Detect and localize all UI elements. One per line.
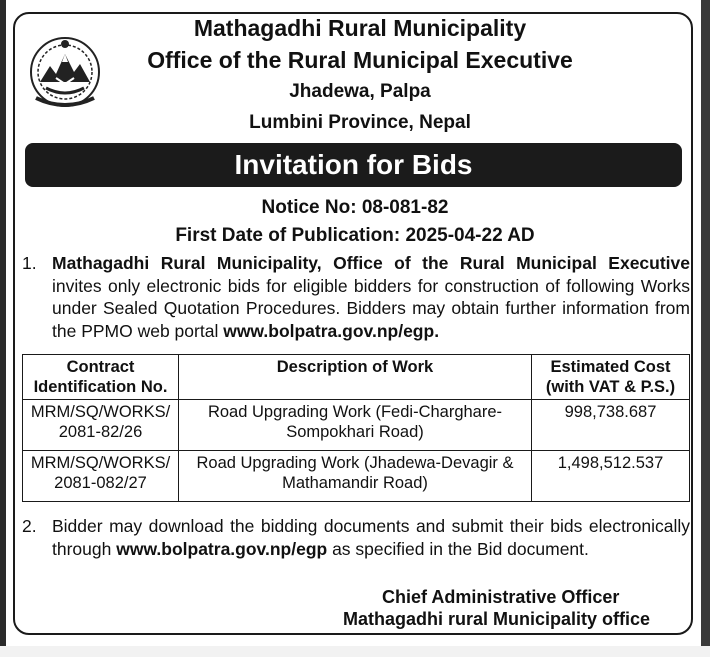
- paragraph-end: .: [434, 320, 440, 341]
- bids-table: [22, 354, 690, 502]
- title-banner: Invitation for Bids: [25, 143, 682, 187]
- paragraph-number: 1.: [22, 253, 37, 273]
- municipality-name: Mathagadhi Rural Municipality: [193, 15, 527, 41]
- signatory-office: Mathagadhi rural Municipality office: [343, 609, 651, 629]
- contract-id: MRM/SQ/WORKS/ 2081-82/26: [23, 400, 179, 451]
- table-row: [23, 451, 690, 502]
- estimated-cost: 998,738.687: [532, 400, 690, 451]
- paragraph-text: [52, 252, 690, 342]
- nepal-government-emblem-icon: [26, 32, 104, 114]
- estimated-cost: 1,498,512.537: [532, 451, 690, 502]
- office-name: Office of the Rural Municipal Executive: [147, 47, 573, 73]
- work-description: Road Upgrading Work (Jhadewa-Devagir & Mathamandir Road): [179, 451, 532, 502]
- table-header-row: [23, 355, 690, 400]
- province: Lumbini Province, Nepal: [249, 112, 471, 133]
- column-header: Description of Work: [179, 355, 532, 400]
- paragraph-text: [52, 515, 690, 560]
- portal-link[interactable]: www.bolpatra.gov.np/egp: [116, 538, 328, 559]
- bottom-edge: [0, 646, 710, 657]
- left-edge: [0, 0, 6, 657]
- column-header: Contract Identification No.: [23, 355, 179, 400]
- contract-id: MRM/SQ/WORKS/ 2081-082/27: [23, 451, 179, 502]
- paragraph-number: 2.: [22, 516, 37, 536]
- column-header: Estimated Cost (with VAT & P.S.): [532, 355, 690, 400]
- table-row: [23, 400, 690, 451]
- notice-number: Notice No: 08-081-82: [261, 197, 449, 218]
- paragraph-end: as specified in the Bid document.: [327, 538, 589, 559]
- portal-link[interactable]: www.bolpatra.gov.np/egp: [223, 320, 435, 341]
- paragraph-body: invites only electronic bids for eligible bidders for construction of following Works under Sealed Quotation Procedures. Bidders may obtain further information from the PPMO web portal: [52, 275, 690, 341]
- publication-date: First Date of Publication: 2025-04-22 AD: [175, 225, 535, 246]
- signatory-title: Chief Administrative Officer: [382, 587, 620, 607]
- right-edge: [701, 0, 710, 657]
- paragraph-body: Bidder may download the bidding documents and submit their bids electronically through: [52, 516, 690, 559]
- office-location: Jhadewa, Palpa: [289, 81, 431, 102]
- paragraph-lead: Mathagadhi Rural Municipality, Office of the Rural Municipal Executive: [52, 253, 690, 273]
- work-description: Road Upgrading Work (Fedi-Charghare-Sompokhari Road): [179, 400, 532, 451]
